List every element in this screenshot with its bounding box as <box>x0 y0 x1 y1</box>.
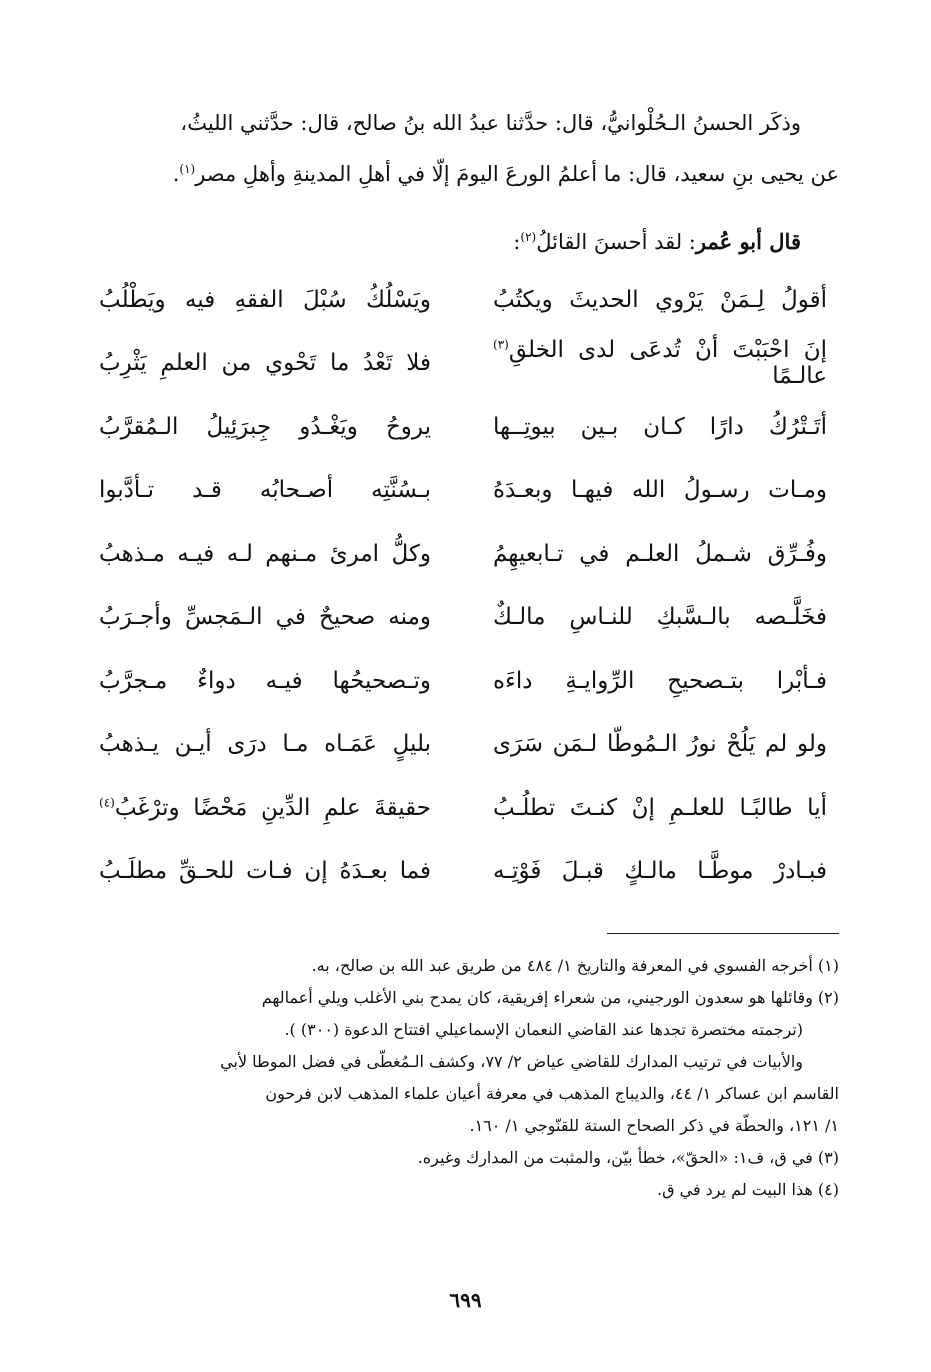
footnote-2-continuation: (ترجمته مختصرة تجدها عند القاضي النعمان الإسماعيلي افتتاح الدعوة (٣٠٠) ). <box>284 1020 803 1039</box>
poem-intro <box>101 214 801 265</box>
footnote-2: (٢) وقائلها هو سعدون الورجيني، من شعراء إفريقية، كان يمدح بني الأغلب ويلي أعمالهم <box>261 988 839 1007</box>
verse <box>99 713 827 777</box>
verse-first-hemistich: ولو لم يَلُحْ نورُ الـمُوطّا لـمَن سَرَى <box>493 731 827 758</box>
poem <box>99 268 827 903</box>
verse <box>99 459 827 523</box>
verse <box>99 268 827 332</box>
verse-second-hemistich: وكلُّ امرئ مـنهم لـه فيـه مـذهبُ <box>99 540 431 567</box>
intro-text: : لقد أحسنَ القائلُ <box>536 230 696 254</box>
verse <box>99 332 827 396</box>
prose-line-2-text: عن يحيى بنِ سعيد، قال: ما أعلمُ الورعَ اليومَ إلّا في أهلِ المدينةِ وأهلِ مصر <box>195 162 839 186</box>
footnote-separator <box>607 933 839 934</box>
verse-second-hemistich: بليلٍ عَمَـاه مـا درَى أيـن يـذهبُ <box>99 731 431 758</box>
prose-line-2 <box>91 146 839 197</box>
verse <box>99 522 827 586</box>
verse <box>99 776 827 840</box>
verse-second-hemistich: فما بعـدَهُ إن فـات للحـقِّ مطلَـبُ <box>99 858 431 885</box>
verse-first-hemistich: وفُـرِّق شـملُ العلـم في تـابعيهِمُ <box>493 540 827 567</box>
footnote-ref-4: (٤) <box>99 795 115 810</box>
verse-first-hemistich <box>493 337 827 389</box>
footnote-2-sources-cont: القاسم ابن عساكر ١/ ٤٤، والديباج المذهب في معرفة أعيان علماء المذهب لابن فرحون <box>265 1084 839 1103</box>
verse-first-hemistich: فخَلَّـصه بالـسَّبكِ للنـاسِ مالـكٌ <box>493 604 827 631</box>
hemistich-text: حقيقةَ علمِ الدِّينِ مَحْضًا وترْغَبُ <box>114 794 431 821</box>
verse-second-hemistich: ومنه صحيحٌ في الـمَجسِّ وأجـرَبُ <box>99 604 431 631</box>
verse-first-hemistich: فـأبْرا بتـصحيحِ الرِّوايـةِ داءَه <box>493 667 827 694</box>
verse-second-hemistich: وتـصحيحُها فيـه دواءٌ مـجرَّبُ <box>99 667 431 694</box>
verse-first-hemistich: ومـات رسـولُ الله فيهـا وبعـدَهُ <box>493 477 827 504</box>
footnote-2-sources-end: ١/ ١٢١، والحطّة في ذكر الصحاح الستة للقنّوجي ١/ ١٦٠. <box>469 1116 839 1135</box>
footnote-3: (٣) في ق، ف١: «الحقّ»، خطأ بيّن، والمثبت من المدارك وغيره. <box>417 1148 839 1167</box>
verse <box>99 649 827 713</box>
verse-second-hemistich: فلا تَعْدُ ما تَحْوي من العلمِ يَثْرِبُ <box>99 350 431 377</box>
verse-first-hemistich: أقولُ لِـمَنْ يَرْوي الحديثَ ويكتُبُ <box>493 286 827 313</box>
verse-second-hemistich: ويَسْلُكُ سُبْلَ الفقهِ فيه ويَطْلُبُ <box>99 286 431 313</box>
verse-second-hemistich: بـسُنَّتِه أصـحابُه قـد تـأدَّبوا <box>99 477 431 504</box>
verse-first-hemistich: فبـادرْ موطَّـا مالـكٍ قبـلَ فَوْتِـه <box>493 858 827 885</box>
verse-first-hemistich: أيا طالبًـا للعلـمِ إنْ كنـتَ تطلُـبُ <box>493 794 827 821</box>
prose-line-2-end: . <box>172 162 180 186</box>
footnote-1: (١) أخرجه الفسوي في المعرفة والتاريخ ١/ ٤٨٤ من طريق عبد الله بن صالح، به. <box>311 956 839 975</box>
footnote-2-sources: والأبيات في ترتيب المدارك للقاضي عياض ٢/ ٧٧، وكشف الـمُغطّى في فضل الموطا لأبي <box>220 1052 803 1071</box>
verse-second-hemistich: يروحُ ويَغْـدُو جِبرَئِيلُ الـمُقرَّبُ <box>99 413 431 440</box>
hemistich-text: إنَ احْبَبْتَ أنْ تُدعَى لدى الخلقِ <box>508 337 827 364</box>
footnote-ref-3: (٣) <box>493 337 509 352</box>
intro-end: : <box>513 230 521 254</box>
verse <box>99 840 827 904</box>
prose-line-1: وذكَر الحسنُ الـحُلْوانيُّ، قال: حدَّثنا عبدُ الله بنُ صالح، قال: حدَّثني الليثُ، <box>180 111 801 135</box>
page-number: ٦٩٩ <box>449 1288 482 1312</box>
verse-second-hemistich <box>99 795 431 821</box>
hemistich-end: عالـمًا <box>772 363 827 390</box>
footnote-ref-2: (٢) <box>520 230 537 244</box>
verse-first-hemistich: أتَـتْرُكُ دارًا كـان بـين بيوتِــها <box>493 413 827 440</box>
verse <box>99 586 827 650</box>
verse <box>99 395 827 459</box>
footnotes <box>91 950 839 1206</box>
prose-paragraph <box>91 100 839 197</box>
speaker-name: قال أبو عُمر <box>695 229 801 254</box>
footnote-ref-1: (١) <box>179 162 196 176</box>
footnote-4: (٤) هذا البيت لم يرد في ق. <box>657 1180 839 1199</box>
